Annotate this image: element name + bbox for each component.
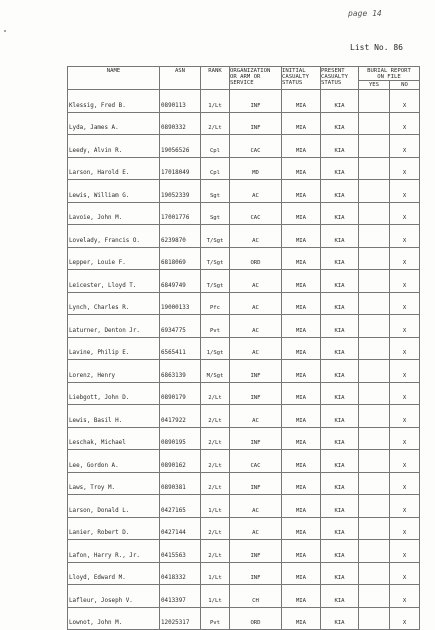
- handwritten-page-note: page 14: [348, 9, 382, 18]
- cell-initial-status: MIA: [282, 225, 321, 248]
- cell-organization: INF: [230, 360, 282, 383]
- cell-initial-status: MIA: [282, 427, 321, 450]
- cell-burial-yes: [359, 202, 390, 225]
- cell-organization: MD: [230, 157, 282, 180]
- cell-present-status: KIA: [321, 607, 359, 630]
- cell-burial-yes: [359, 585, 390, 608]
- header-org-line-1: ORGANIZATION: [230, 68, 271, 74]
- cell-name: Lavine, Philip E.: [68, 337, 160, 360]
- table-row: [68, 562, 420, 585]
- cell-name: Lyda, James A.: [68, 112, 160, 135]
- cell-burial-no: X: [390, 607, 420, 630]
- table-row: [68, 472, 420, 495]
- cell-present-status: KIA: [321, 135, 359, 158]
- header-org-line-2: OR ARM OR: [230, 74, 261, 80]
- cell-initial-status: MIA: [282, 585, 321, 608]
- cell-burial-yes: [359, 225, 390, 248]
- cell-rank: Pfc: [201, 292, 230, 315]
- cell-present-status: KIA: [321, 225, 359, 248]
- cell-burial-yes: [359, 292, 390, 315]
- cell-burial-no: X: [390, 495, 420, 518]
- cell-present-status: KIA: [321, 247, 359, 270]
- cell-rank: Sgt: [201, 180, 230, 203]
- table-row: [68, 157, 420, 180]
- cell-name: Lewis, William G.: [68, 180, 160, 203]
- cell-initial-status: MIA: [282, 180, 321, 203]
- cell-name: Leschak, Michael: [68, 427, 160, 450]
- cell-rank: T/Sgt: [201, 225, 230, 248]
- cell-present-status: KIA: [321, 315, 359, 338]
- cell-burial-no: X: [390, 450, 420, 473]
- cell-rank: Pvt: [201, 315, 230, 338]
- cell-burial-yes: [359, 427, 390, 450]
- header-initial-line-2: CASUALTY: [282, 74, 309, 80]
- header-asn: ASN: [160, 67, 201, 90]
- cell-rank: 2/Lt: [201, 450, 230, 473]
- cell-organization: INF: [230, 427, 282, 450]
- cell-name: Lownot, John M.: [68, 607, 160, 630]
- cell-name: Lee, Gordon A.: [68, 450, 160, 473]
- cell-name: Lovelady, Francis O.: [68, 225, 160, 248]
- table-row: [68, 112, 420, 135]
- cell-rank: 1/Lt: [201, 90, 230, 113]
- cell-name: Laws, Troy M.: [68, 472, 160, 495]
- cell-rank: 1/Lt: [201, 562, 230, 585]
- cell-name: Lewis, Basil H.: [68, 405, 160, 428]
- cell-asn: 6934775: [160, 315, 201, 338]
- cell-organization: INF: [230, 382, 282, 405]
- cell-organization: ORD: [230, 607, 282, 630]
- header-no: NO: [390, 81, 420, 90]
- cell-initial-status: MIA: [282, 450, 321, 473]
- cell-organization: INF: [230, 540, 282, 563]
- cell-present-status: KIA: [321, 562, 359, 585]
- cell-initial-status: MIA: [282, 135, 321, 158]
- cell-burial-no: X: [390, 225, 420, 248]
- header-initial-status: [282, 67, 321, 90]
- table-header: [68, 67, 420, 90]
- cell-asn: 17018049: [160, 157, 201, 180]
- cell-burial-no: X: [390, 135, 420, 158]
- cell-burial-no: X: [390, 247, 420, 270]
- cell-asn: 17001776: [160, 202, 201, 225]
- cell-asn: 19000133: [160, 292, 201, 315]
- cell-burial-yes: [359, 135, 390, 158]
- cell-organization: AC: [230, 337, 282, 360]
- table-row: [68, 135, 420, 158]
- cell-asn: 19052339: [160, 180, 201, 203]
- cell-asn: 0417922: [160, 405, 201, 428]
- cell-organization: AC: [230, 495, 282, 518]
- header-burial-report: [359, 67, 420, 81]
- cell-burial-no: X: [390, 270, 420, 293]
- cell-organization: CH: [230, 585, 282, 608]
- cell-name: Leedy, Alvin R.: [68, 135, 160, 158]
- header-initial-line-3: STATUS: [282, 80, 303, 86]
- cell-burial-yes: [359, 337, 390, 360]
- cell-asn: 6849749: [160, 270, 201, 293]
- cell-rank: Cpl: [201, 135, 230, 158]
- cell-rank: 1/Sgt: [201, 337, 230, 360]
- cell-name: Lloyd, Edward M.: [68, 562, 160, 585]
- cell-present-status: KIA: [321, 157, 359, 180]
- cell-burial-yes: [359, 90, 390, 113]
- cell-asn: 0418332: [160, 562, 201, 585]
- cell-organization: CAC: [230, 450, 282, 473]
- cell-organization: AC: [230, 180, 282, 203]
- cell-burial-no: X: [390, 405, 420, 428]
- cell-present-status: KIA: [321, 427, 359, 450]
- header-organization: [230, 67, 282, 90]
- table-row: [68, 247, 420, 270]
- cell-asn: 0890195: [160, 427, 201, 450]
- cell-initial-status: MIA: [282, 270, 321, 293]
- cell-organization: INF: [230, 90, 282, 113]
- header-rank: RANK: [201, 67, 230, 90]
- header-initial-line-1: INITIAL: [282, 68, 306, 74]
- cell-present-status: KIA: [321, 360, 359, 383]
- cell-name: Leicester, Lloyd T.: [68, 270, 160, 293]
- cell-initial-status: MIA: [282, 112, 321, 135]
- cell-initial-status: MIA: [282, 202, 321, 225]
- cell-burial-no: X: [390, 585, 420, 608]
- cell-name: Lanier, Robert D.: [68, 517, 160, 540]
- table-row: [68, 450, 420, 473]
- cell-initial-status: MIA: [282, 315, 321, 338]
- cell-name: Lepper, Louie F.: [68, 247, 160, 270]
- cell-asn: 0415563: [160, 540, 201, 563]
- table-row: [68, 427, 420, 450]
- table-row: [68, 315, 420, 338]
- cell-burial-yes: [359, 315, 390, 338]
- cell-rank: 2/Lt: [201, 112, 230, 135]
- cell-present-status: KIA: [321, 405, 359, 428]
- header-present-status: [321, 67, 359, 90]
- cell-rank: 2/Lt: [201, 540, 230, 563]
- cell-burial-no: X: [390, 315, 420, 338]
- cell-asn: 0427144: [160, 517, 201, 540]
- cell-burial-yes: [359, 270, 390, 293]
- cell-burial-no: X: [390, 180, 420, 203]
- cell-rank: 2/Lt: [201, 382, 230, 405]
- cell-asn: 0890332: [160, 112, 201, 135]
- cell-burial-no: X: [390, 292, 420, 315]
- cell-initial-status: MIA: [282, 90, 321, 113]
- cell-burial-yes: [359, 540, 390, 563]
- table-row: [68, 202, 420, 225]
- cell-rank: Sgt: [201, 202, 230, 225]
- cell-burial-yes: [359, 607, 390, 630]
- cell-burial-yes: [359, 360, 390, 383]
- cell-burial-no: X: [390, 382, 420, 405]
- cell-organization: AC: [230, 292, 282, 315]
- table-row: [68, 225, 420, 248]
- cell-present-status: KIA: [321, 540, 359, 563]
- cell-organization: CAC: [230, 135, 282, 158]
- cell-rank: 2/Lt: [201, 472, 230, 495]
- cell-burial-no: X: [390, 157, 420, 180]
- cell-present-status: KIA: [321, 292, 359, 315]
- cell-rank: 1/Lt: [201, 585, 230, 608]
- table-row: [68, 270, 420, 293]
- cell-present-status: KIA: [321, 202, 359, 225]
- cell-initial-status: MIA: [282, 292, 321, 315]
- casualty-roster-table: [67, 66, 420, 630]
- cell-name: Lafon, Harry R., Jr.: [68, 540, 160, 563]
- cell-present-status: KIA: [321, 450, 359, 473]
- cell-present-status: KIA: [321, 495, 359, 518]
- cell-initial-status: MIA: [282, 562, 321, 585]
- cell-asn: 0413397: [160, 585, 201, 608]
- cell-initial-status: MIA: [282, 540, 321, 563]
- cell-name: Lorenz, Henry: [68, 360, 160, 383]
- cell-organization: INF: [230, 472, 282, 495]
- header-present-line-1: PRESENT: [321, 68, 345, 74]
- cell-burial-yes: [359, 495, 390, 518]
- cell-organization: AC: [230, 225, 282, 248]
- cell-initial-status: MIA: [282, 360, 321, 383]
- table-row: [68, 495, 420, 518]
- cell-name: Laturner, Denton Jr.: [68, 315, 160, 338]
- cell-asn: 0427165: [160, 495, 201, 518]
- cell-rank: Pvt: [201, 607, 230, 630]
- cell-asn: 0890179: [160, 382, 201, 405]
- cell-initial-status: MIA: [282, 405, 321, 428]
- cell-rank: Cpl: [201, 157, 230, 180]
- cell-name: Lafleur, Joseph V.: [68, 585, 160, 608]
- cell-burial-yes: [359, 382, 390, 405]
- cell-burial-no: X: [390, 202, 420, 225]
- cell-asn: 6818069: [160, 247, 201, 270]
- cell-asn: 6565411: [160, 337, 201, 360]
- cell-burial-no: X: [390, 472, 420, 495]
- cell-name: Lynch, Charles R.: [68, 292, 160, 315]
- cell-present-status: KIA: [321, 585, 359, 608]
- header-org-line-3: SERVICE: [230, 80, 254, 86]
- cell-initial-status: MIA: [282, 472, 321, 495]
- cell-burial-no: X: [390, 360, 420, 383]
- cell-burial-yes: [359, 157, 390, 180]
- table-row: [68, 405, 420, 428]
- header-present-line-2: CASUALTY: [321, 74, 348, 80]
- cell-initial-status: MIA: [282, 337, 321, 360]
- table-row: [68, 360, 420, 383]
- table-row: [68, 607, 420, 630]
- cell-initial-status: MIA: [282, 517, 321, 540]
- cell-burial-no: X: [390, 540, 420, 563]
- table-row: [68, 517, 420, 540]
- cell-burial-yes: [359, 247, 390, 270]
- margin-speck: [4, 30, 6, 32]
- cell-present-status: KIA: [321, 90, 359, 113]
- table-row: [68, 585, 420, 608]
- cell-present-status: KIA: [321, 270, 359, 293]
- cell-rank: 2/Lt: [201, 427, 230, 450]
- cell-present-status: KIA: [321, 337, 359, 360]
- cell-burial-yes: [359, 517, 390, 540]
- cell-organization: AC: [230, 517, 282, 540]
- cell-rank: M/Sgt: [201, 360, 230, 383]
- cell-asn: 6239870: [160, 225, 201, 248]
- header-burial-line-1: BURIAL REPORT: [367, 68, 411, 74]
- table-row: [68, 180, 420, 203]
- header-present-line-3: STATUS: [321, 80, 342, 86]
- header-burial-line-2: ON FILE: [377, 74, 401, 80]
- cell-organization: INF: [230, 112, 282, 135]
- cell-organization: CAC: [230, 202, 282, 225]
- cell-rank: 2/Lt: [201, 517, 230, 540]
- cell-initial-status: MIA: [282, 495, 321, 518]
- table-row: [68, 382, 420, 405]
- list-number: List No. 86: [350, 43, 403, 52]
- cell-organization: INF: [230, 562, 282, 585]
- cell-organization: AC: [230, 405, 282, 428]
- cell-burial-yes: [359, 450, 390, 473]
- cell-organization: ORD: [230, 247, 282, 270]
- cell-initial-status: MIA: [282, 157, 321, 180]
- table-body: [68, 90, 420, 630]
- cell-rank: T/Sgt: [201, 270, 230, 293]
- cell-organization: AC: [230, 270, 282, 293]
- cell-initial-status: MIA: [282, 607, 321, 630]
- cell-present-status: KIA: [321, 517, 359, 540]
- cell-present-status: KIA: [321, 112, 359, 135]
- cell-burial-yes: [359, 562, 390, 585]
- cell-asn: 19056526: [160, 135, 201, 158]
- table-row: [68, 90, 420, 113]
- cell-rank: 1/Lt: [201, 495, 230, 518]
- cell-burial-no: X: [390, 112, 420, 135]
- cell-present-status: KIA: [321, 472, 359, 495]
- cell-name: Klessig, Fred B.: [68, 90, 160, 113]
- table-row: [68, 337, 420, 360]
- cell-burial-yes: [359, 112, 390, 135]
- cell-burial-no: X: [390, 427, 420, 450]
- cell-rank: 2/Lt: [201, 405, 230, 428]
- cell-present-status: KIA: [321, 382, 359, 405]
- header-name: NAME: [68, 67, 160, 90]
- cell-burial-no: X: [390, 562, 420, 585]
- cell-initial-status: MIA: [282, 247, 321, 270]
- cell-burial-no: X: [390, 90, 420, 113]
- header-yes: YES: [359, 81, 390, 90]
- table-row: [68, 292, 420, 315]
- cell-name: Liebgott, John D.: [68, 382, 160, 405]
- cell-burial-no: X: [390, 517, 420, 540]
- cell-asn: 6863139: [160, 360, 201, 383]
- cell-organization: AC: [230, 315, 282, 338]
- cell-asn: 12025317: [160, 607, 201, 630]
- cell-burial-yes: [359, 180, 390, 203]
- cell-asn: 0890113: [160, 90, 201, 113]
- cell-name: Larson, Donald L.: [68, 495, 160, 518]
- cell-burial-yes: [359, 472, 390, 495]
- cell-asn: 0890381: [160, 472, 201, 495]
- table-row: [68, 540, 420, 563]
- cell-burial-yes: [359, 405, 390, 428]
- cell-asn: 0890162: [160, 450, 201, 473]
- cell-present-status: KIA: [321, 180, 359, 203]
- cell-name: Lavoie, John M.: [68, 202, 160, 225]
- cell-rank: T/Sgt: [201, 247, 230, 270]
- cell-burial-no: X: [390, 337, 420, 360]
- cell-name: Larson, Harold E.: [68, 157, 160, 180]
- cell-initial-status: MIA: [282, 382, 321, 405]
